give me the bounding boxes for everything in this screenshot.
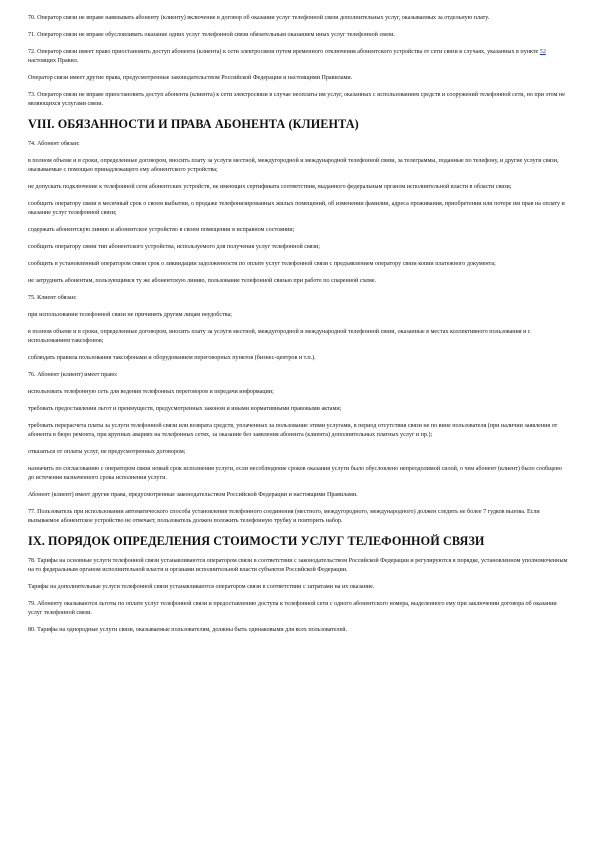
operator-rights-paragraph: Оператор связи имеет другие права, предусмотренные законодательством Российской Федерации и настоящими Правилами. [28, 75, 353, 81]
paragraph: сообщить оператору связи в месячный срок о своем выбытии, о продаже телефонизированных жилых помещений, об изменении фамилии, адреса проживания, приобретении или потере им прав на оплату и оказание услуг телефонной связи; [28, 201, 565, 216]
paragraph: не затруднять абонентам, пользующимся ту же абонентскую линию, пользование телефонной связью при работе по спаренной схеме. [28, 278, 377, 284]
paragraph: требовать предоставления льгот и преимуществ, предусмотренных законом и иными нормативными правовыми актами; [28, 406, 342, 412]
paragraph: отказаться от оплаты услуг, не предусмотренных договором; [28, 449, 186, 455]
paragraph: 78. Тарифы на основные услуги телефонной связи устанавливаются оператором связи в соответствии с законодательством Российской Федерации и регулируются в порядке, установленном уполномоченным на то федеральным органом исполнительной власти и органами исполнительной власти субъектов Российской Федерации. [28, 558, 568, 573]
paragraph: соблюдать правила пользования таксофонами и оборудованием переговорных пунктов (бизнес-центров и т.п.). [28, 355, 316, 361]
paragraph: 74. Абонент обязан: [28, 141, 80, 147]
point-52-link[interactable]: 52 [539, 49, 546, 55]
paragraph: требовать перерасчета платы за услуги телефонной связи или возврата средств, уплаченных за пользование этими услугами, в период отсутствия связи не по вине пользователя (при наличии заявления от абонента в бюро ремонта, при крупных авариях на телефонных сетях, за оказание без заявления абонента (клиента) дополнительных платных услуг и пр.); [28, 423, 558, 438]
paragraph: сообщить в установленный оператором связи срок о ликвидации задолженности по оплате услуг телефонной связи с предъявлением оператору связи копии платежного документа; [28, 261, 496, 267]
paragraph: 77. Пользователь при использовании автоматического способа установления телефонного соединения (местного, междугородного, международного) должен следить не более 7 гудков вызова. Если вызываемое абонентское устройство не отвечает, пользователь должен положить телефонную трубку и повторить набор. [28, 509, 540, 524]
section-heading-ix: IX. ПОРЯДОК ОПРЕДЕЛЕНИЯ СТОИМОСТИ УСЛУГ ТЕЛЕФОННОЙ СВЯЗИ [28, 534, 485, 548]
paragraph: 76. Абонент (клиент) имеет право: [28, 372, 118, 378]
document-page [28, 14, 568, 643]
paragraph: назначить по согласованию с оператором связи новый срок исполнения услуги, если несоблюдение сроков оказания услуги было обусловлено непреодолимой силой, о чем абонент (клиент) было сообщено до истечения назначенного срока исполнения услуги. [28, 466, 562, 481]
paragraph: содержать абонентскую линию и абонентское устройство в своем помещении в исправном состоянии; [28, 227, 295, 233]
section-heading-viii: VIII. ОБЯЗАННОСТИ И ПРАВА АБОНЕНТА (КЛИЕНТА) [28, 117, 359, 131]
paragraph: использовать телефонную сеть для ведения телефонных переговоров и передачи информации; [28, 389, 274, 395]
paragraph-70: 70. Оператор связи не вправе навязывать абоненту (клиенту) включение в договор об оказании услуг телефонной связи дополнительных услуг, оказываемых за отдельную плату. [28, 15, 490, 21]
paragraph: при использовании телефонной связи не причинять другим лицам неудобства; [28, 312, 232, 318]
paragraph-72-tail: настоящих Правил. [28, 58, 79, 64]
paragraph: Тарифы на дополнительные услуги телефонной связи устанавливаются оператором связи в соответствии с затратами на их оказание. [28, 584, 375, 590]
paragraph: не допускать подключение к телефонной сети абонентских устройств, не имеющих сертификата соответствия, выданного федеральным органом исполнительной власти в области связи; [28, 184, 512, 190]
section-ix-body [28, 557, 568, 635]
paragraph: сообщить оператору связи тип абонентского устройства, используемого для получения услуг телефонной связи; [28, 244, 320, 250]
paragraph: 79. Абоненту оказываются льготы по оплате услуг телефонной связи и предоставлению доступа к телефонной сети с одного абонентского номера, выделенного ему при заключении договора об оказании услуг телефонной связи. [28, 601, 557, 616]
paragraph-71: 71. Оператор связи не вправе обусловливать оказание одних услуг телефонной связи обязательным оказанием иных услуг телефонной связи. [28, 32, 395, 38]
paragraph: в полном объеме и в сроки, определенные договором, вносить плату за услуги местной, междугородной и международной телефонной связи, оказанные в местах коллективного пользования и с использованием таксофонов; [28, 329, 531, 344]
paragraph-72-text: 72. Оператор связи имеет право приостановить доступ абонента (клиента) к сети электросвязи путем временного отключения абонентского устройства от сети связи в случаях, указанных в пункте [28, 49, 540, 55]
paragraph: 80. Тарифы на однородные услуги связи, оказываемые пользователям, должны быть одинаковыми для всех пользователей. [28, 627, 348, 633]
paragraph: 75. Клиент обязан: [28, 295, 77, 301]
section-viii-body [28, 140, 568, 526]
paragraph: в полном объеме и в сроки, определенные договором, вносить плату за услуги местной, междугородной и международной телефонной связи, за телеграммы, поданные по телефону, и другие услуги связи, оказываемые с помощью принадлежащего ему абонентского устройства; [28, 158, 559, 173]
paragraph: Абонент (клиент) имеет другие права, предусмотренные законодательством Российской Федерации и настоящими Правилами. [28, 492, 358, 498]
paragraph-72 [28, 48, 568, 66]
paragraph-73: 73. Оператор связи не вправе приостановить доступ абонента (клиента) к сети электросвязи в случае неоплаты им услуг, оказанных с использованием средств и сооружений телефонной сети, но при этом не являющихся услугами связи. [28, 92, 565, 107]
